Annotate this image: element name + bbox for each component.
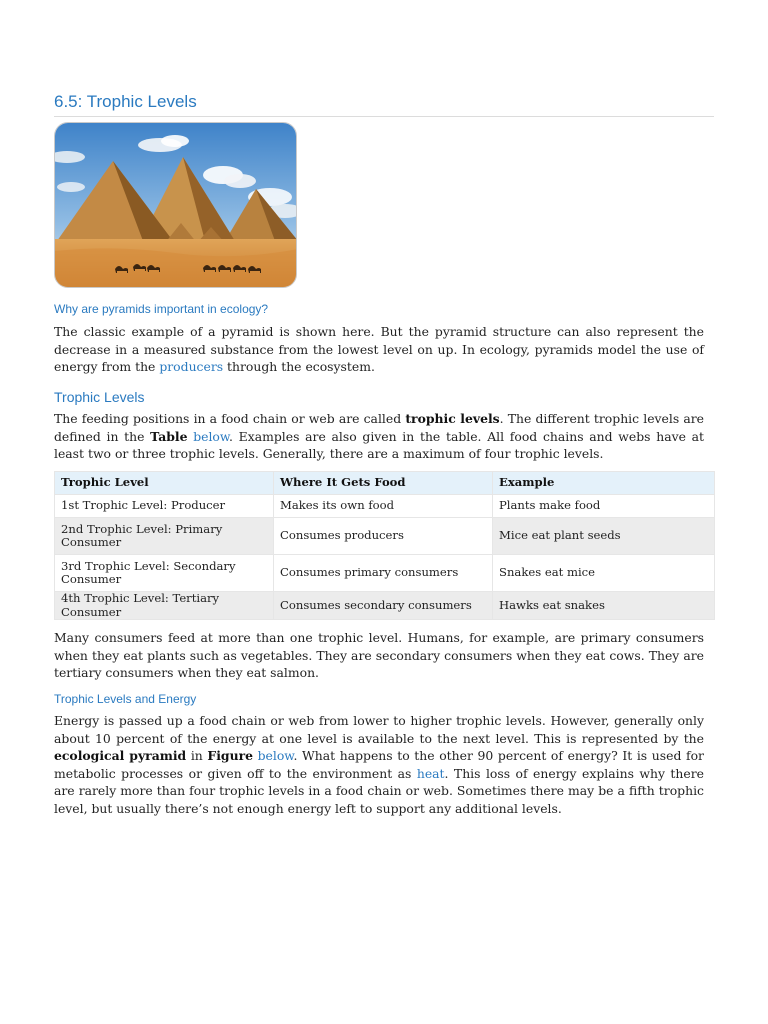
header-trophic-level: Trophic Level <box>55 472 274 495</box>
figure-below-link[interactable]: below <box>257 748 294 764</box>
pyramids-photo <box>54 122 297 288</box>
table-cell: 4th Trophic Level: Tertiary Consumer <box>55 592 274 620</box>
term-ecological-pyramid: ecological pyramid <box>54 748 187 764</box>
energy-paragraph <box>54 712 704 818</box>
text: . What happens to the other 90 percent of energy? It is used for metabolic processes or given off to the environment as <box>54 748 704 781</box>
trophic-levels-heading: Trophic Levels <box>54 389 145 405</box>
table-cell: Mice eat plant seeds <box>493 518 715 555</box>
consumers-paragraph: Many consumers feed at more than one trophic level. Humans, for example, are primary consumers when they eat plants such as vegetables. They are secondary consumers when they eat cows. They are tertiary consumers when they eat salmon. <box>54 630 704 681</box>
table-header-row <box>55 472 715 495</box>
table-cell: Makes its own food <box>274 495 493 518</box>
table-ref: Table <box>150 428 188 444</box>
text: . The different trophic levels are defined in the <box>54 411 704 444</box>
text: Energy is passed up a food chain or web from lower to higher trophic levels. However, generally only about 10 percent of the energy at one level is available to the next level. This is represented by the <box>54 713 704 746</box>
page-title: 6.5: Trophic Levels <box>54 92 197 111</box>
producers-link[interactable]: producers <box>159 359 224 375</box>
text: . Examples are also given in the table. All food chains and webs have at least two or three trophic levels. Generally, there are a maximum of four trophic levels. <box>54 428 704 462</box>
heat-link[interactable]: heat <box>416 765 445 781</box>
energy-heading: Trophic Levels and Energy <box>54 692 197 706</box>
figure-ref: Figure <box>207 748 253 764</box>
table-row <box>55 518 715 555</box>
trophic-levels-table <box>54 471 715 620</box>
table-cell: Consumes primary consumers <box>274 555 493 592</box>
table-below-link[interactable]: below <box>193 428 230 444</box>
table-row <box>55 555 715 592</box>
table-cell: 2nd Trophic Level: Primary Consumer <box>55 518 274 555</box>
header-example: Example <box>493 472 715 495</box>
title-divider <box>54 116 714 117</box>
intro-text-2: through the ecosystem. <box>223 359 375 375</box>
table-cell: Consumes producers <box>274 518 493 555</box>
table-row <box>55 592 715 620</box>
table-cell: Plants make food <box>493 495 715 518</box>
table-cell: Snakes eat mice <box>493 555 715 592</box>
table-row <box>55 495 715 518</box>
question-heading: Why are pyramids important in ecology? <box>54 302 269 316</box>
trophic-levels-paragraph <box>54 410 704 463</box>
text: in <box>186 748 208 764</box>
table-cell: 1st Trophic Level: Producer <box>55 495 274 518</box>
intro-paragraph <box>54 323 704 376</box>
header-where-food: Where It Gets Food <box>274 472 493 495</box>
table-cell: 3rd Trophic Level: Secondary Consumer <box>55 555 274 592</box>
intro-text-1: The classic example of a pyramid is shown here. But the pyramid structure can also represent the decrease in a measured substance from the lowest level on up. In ecology, pyramids model the use of energy from the <box>54 324 704 375</box>
table-cell: Hawks eat snakes <box>493 592 715 620</box>
text: . This loss of energy explains why there are rarely more than four trophic levels in a food chain or web. Sometimes there may be a fifth trophic level, but usually there’s not enough energy left to support any additional levels. <box>54 765 704 816</box>
term-trophic-levels: trophic levels <box>405 411 500 426</box>
table-cell: Consumes secondary consumers <box>274 592 493 620</box>
text: The feeding positions in a food chain or web are called <box>54 411 406 426</box>
